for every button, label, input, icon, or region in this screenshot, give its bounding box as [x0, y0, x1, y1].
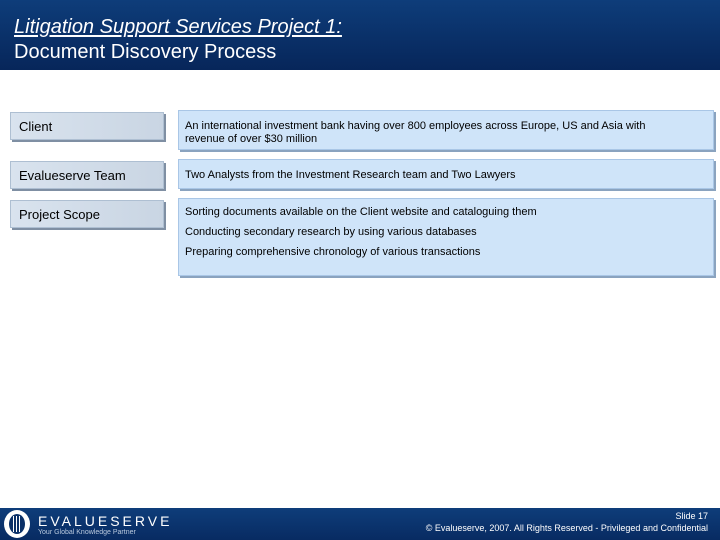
label-evalueserve-team [10, 161, 164, 189]
copyright-notice: © Evalueserve, 2007. All Rights Reserved - Privileged and Confidential [425, 523, 708, 533]
content-scope-line-2: Conducting secondary research by using various databases [185, 226, 477, 238]
footer-bar [0, 508, 720, 540]
content-client-line-1: An international investment bank having over 800 employees across Europe, US and Asia with [185, 120, 646, 132]
content-client [178, 110, 714, 150]
slide-title-line-1: Litigation Support Services Project 1: [14, 16, 342, 38]
title-bar [0, 0, 720, 70]
label-client-text: Client [19, 119, 53, 134]
content-project-scope [178, 198, 714, 276]
content-scope-line-1: Sorting documents available on the Client website and cataloguing them [185, 206, 537, 218]
content-scope-line-3: Preparing comprehensive chronology of various transactions [185, 246, 481, 258]
label-project-scope-text: Project Scope [19, 207, 100, 222]
label-client [10, 112, 164, 140]
logo-tagline: Your Global Knowledge Partner [38, 529, 136, 536]
logo-wordmark: EVALUESERVE [38, 513, 173, 529]
content-team-line-1: Two Analysts from the Investment Research team and Two Lawyers [185, 169, 516, 181]
label-project-scope [10, 200, 164, 228]
label-evalueserve-team-text: Evalueserve Team [19, 168, 126, 183]
slide-title-line-2: Document Discovery Process [14, 41, 277, 63]
content-client-line-2: revenue of over $30 million [185, 133, 318, 145]
evalueserve-logo-icon [4, 510, 30, 538]
slide-number: Slide 17 [675, 511, 708, 521]
content-evalueserve-team [178, 159, 714, 189]
